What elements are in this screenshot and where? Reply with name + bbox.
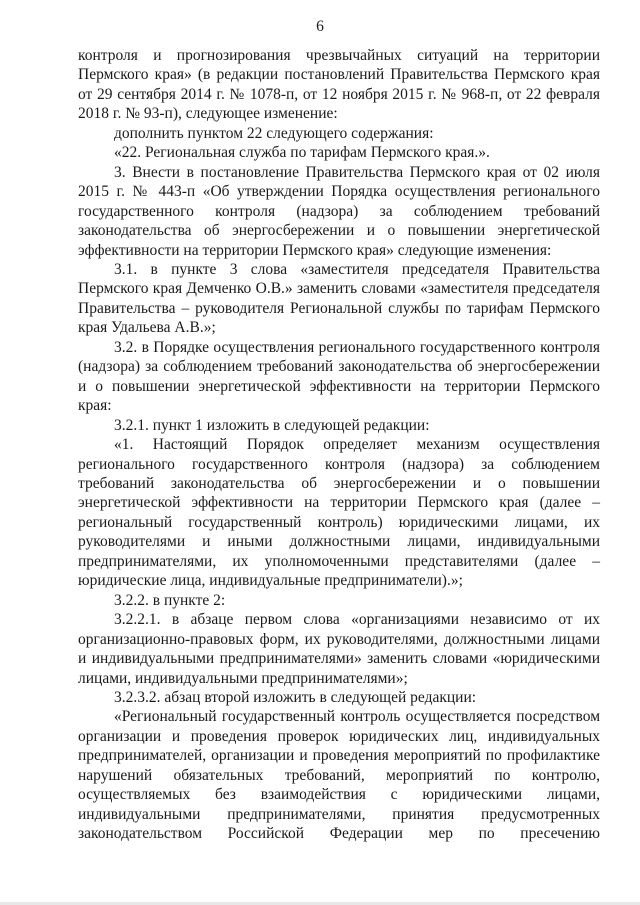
document-body — [78, 46, 600, 844]
paragraph-add-item-22: дополнить пунктом 22 следующего содержания: — [114, 124, 434, 142]
paragraph-3-1: 3.1. в пункте 3 слова «заместителя председателя Правительства Пермского края Демченко О.В.» заменить словами «заместителя председателя Правительства – руководителя Региональной службы по тарифам Пермского края Удальева А.В.»; — [78, 260, 600, 337]
paragraph-3-2: 3.2. в Порядке осуществления регионального государственного контроля (надзора) за соблюдением требований законодательства об энергосбережении и о повышении энергетической эффективности на территории Пермского края: — [78, 338, 600, 415]
paragraph-3-2-3-2: 3.2.3.2. абзац второй изложить в следующей редакции: — [114, 688, 477, 706]
paragraph-item-22: «22. Региональная служба по тарифам Пермского края.». — [114, 144, 490, 162]
paragraph-section-3: 3. Внести в постановление Правительства Пермского края от 02 июля 2015 г. № 443-п «Об утверждении Порядка осуществления регионального государственного контроля (надзора) за соблюдением требований законодательства об энергосбережении и о повышении энергетической эффективности на территории Пермского края» следующие изменения: — [78, 163, 600, 259]
page-number: 6 — [316, 18, 324, 35]
paragraph-quoted-item-1: «1. Настоящий Порядок определяет механизм осуществления регионального государственного контроля (надзора) за соблюдением требований законодательства об энергосбережении и о повышении энергетической эффективности на территории Пермского края (далее – региональный государственный контроль) юридическими лицами, их руководителями и иными должностными лицами, индивидуальными предпринимателями, их уполномоченными представителями (далее – юридические лица, индивидуальные предприниматели).»; — [78, 436, 600, 590]
paragraph-3-2-2-1: 3.2.2.1. в абзаце первом слова «организациями независимо от их организационно-правовых форм, их руководителями, должностными лицами и индивидуальными предпринимателями» заменить словами «юридическими лицами, индивидуальными предпринимателями»; — [78, 611, 600, 687]
paragraph-3-2-1: 3.2.1. пункт 1 изложить в следующей редакции: — [114, 416, 430, 434]
paragraph-quoted-regional-control: «Региональный государственный контроль осуществляется посредством организации и проведения проверок юридических лиц, индивидуальных предпринимателей, организации и проведения мероприятий по профилактике нарушений обязательных требований, мероприятий по контролю, осуществляемых без взаимодействия с юридическими лицами, индивидуальными предпринимателями, принятия предусмотренных законодательством Российской Федерации мер по пресечению — [78, 708, 600, 843]
paragraph-3-2-2: 3.2.2. в пункте 2: — [114, 591, 226, 609]
paragraph-continuation: контроля и прогнозирования чрезвычайных ситуаций на территории Пермского края» (в редакции постановлений Правительства Пермского края от 29 сентября 2014 г. № 1078-п, от 12 ноября 2015 г. № 968-п, от 22 февраля 2018 г. № 93-п), следующее изменение: — [78, 47, 600, 123]
